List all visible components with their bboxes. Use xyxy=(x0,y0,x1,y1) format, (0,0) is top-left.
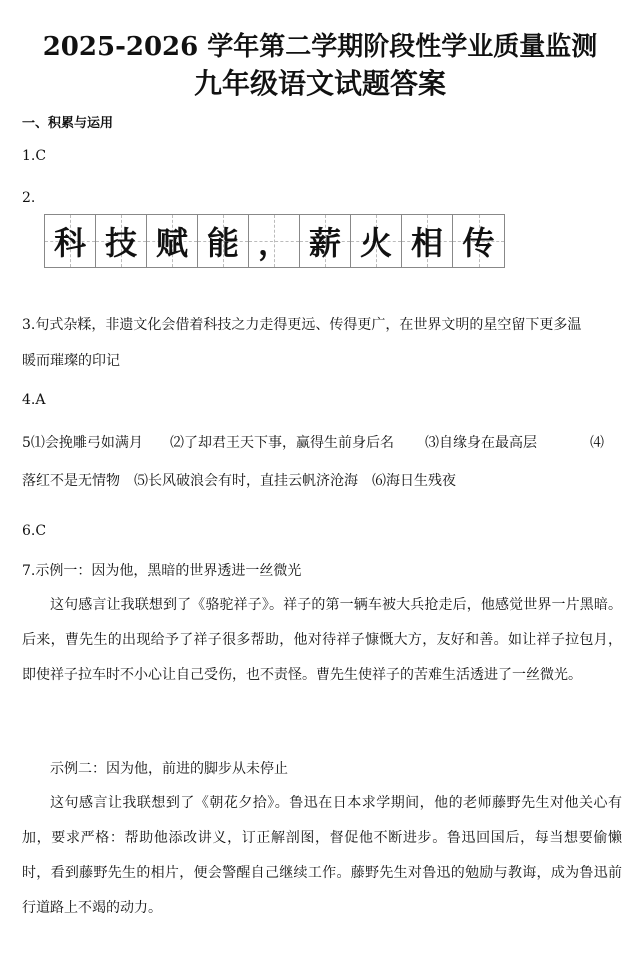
answer-q5-item4-number: ⑷ xyxy=(590,435,604,451)
answer-q7-example2-title: 示例二：因为他，前进的脚步从未停止 xyxy=(50,761,288,777)
grid-char: 能 xyxy=(206,224,239,262)
answer-q4: 4.A xyxy=(22,392,46,408)
answer-q2-label: 2. xyxy=(22,190,36,206)
answer-q5-item2: ⑵了却君王天下事，赢得生前身后名 xyxy=(170,435,394,451)
grid-char: 科 xyxy=(53,224,86,262)
answer-q5-line2: 落红不是无情物 ⑸长风破浪会有时，直挂云帆济沧海 ⑹海日生残夜 xyxy=(22,473,456,489)
calligraphy-grid xyxy=(44,214,505,268)
grid-cell xyxy=(249,215,300,267)
grid-cell xyxy=(453,215,504,267)
grid-char: 火 xyxy=(359,224,392,262)
grid-cell xyxy=(45,215,96,267)
grid-cell xyxy=(198,215,249,267)
answer-q7-example1-body: 这句感言让我联想到了《骆驼祥子》。祥子的第一辆车被大兵抢走后，他感觉世界一片黑暗。后来，曹先生的出现给予了祥子很多帮助，他对待祥子慷慨大方，友好和善。如让祥子拉包月，即使祥子拉车时不小心让自己受伤，也不责怪。曹先生使祥子的苦难生活透进了一丝微光。 xyxy=(22,597,622,683)
answer-q5-item1: 5⑴会挽雕弓如满月 xyxy=(22,435,143,451)
answer-q3-line2: 暖而璀璨的印记 xyxy=(22,353,120,369)
grid-cell xyxy=(147,215,198,267)
grid-char: 相 xyxy=(410,224,443,262)
grid-char: 技 xyxy=(104,224,137,262)
grid-cell xyxy=(402,215,453,267)
answer-q7-example2-body: 这句感言让我联想到了《朝花夕拾》。鲁迅在日本求学期间，他的老师藤野先生对他关心有加，要求严格：帮助他添改讲义，订正解剖图，督促他不断进步。鲁迅回国后，每当想要偷懒时，看到藤野先生的相片，便会警醒自己继续工作。藤野先生对鲁迅的勉励与教诲，成为鲁迅前行道路上不竭的动力。 xyxy=(22,795,622,916)
answer-q7-example1-title: 7.示例一：因为他，黑暗的世界透进一丝微光 xyxy=(22,563,302,579)
grid-char: 赋 xyxy=(155,224,188,262)
page-title-line2: 九年级语文试题答案 xyxy=(193,67,446,100)
grid-char: 传 xyxy=(462,224,495,262)
grid-char: 薪 xyxy=(308,224,341,262)
answer-q5-item3: ⑶自缘身在最高层 xyxy=(425,435,537,451)
answer-q3-line1: 3.句式杂糅，非遗文化会借着科技之力走得更远、传得更广，在世界文明的星空留下更多温 xyxy=(22,317,582,333)
grid-char: ， xyxy=(257,224,290,262)
section-heading-accumulation: 一、积累与运用 xyxy=(22,116,114,131)
page-title-line1: 2025-2026 学年第二学期阶段性学业质量监测 xyxy=(42,32,598,62)
grid-cell xyxy=(300,215,351,267)
grid-cell xyxy=(351,215,402,267)
grid-cell xyxy=(96,215,147,267)
answer-q6: 6.C xyxy=(22,523,47,539)
answer-q1: 1.C xyxy=(22,148,47,164)
